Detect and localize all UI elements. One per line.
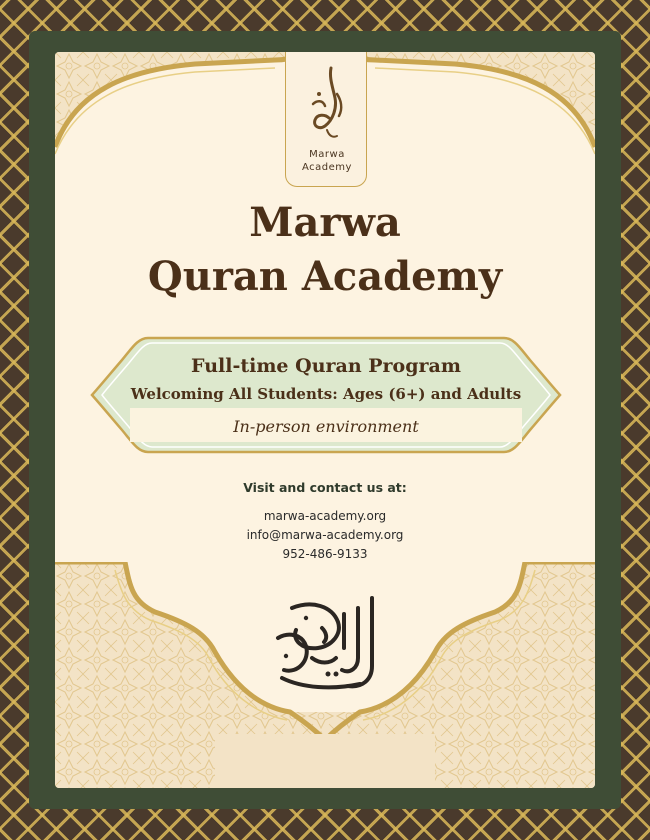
program-environment: In-person environment [233,417,419,436]
contact-heading: Visit and contact us at: [243,480,407,495]
title-line-1: Marwa [249,199,401,246]
phone-number[interactable]: 952-486-9133 [282,547,368,561]
website-link[interactable]: marwa-academy.org [263,509,387,523]
email-link[interactable]: info@marwa-academy.org [246,528,404,542]
page-title [55,196,595,304]
program-heading: Full-time Quran Program [191,355,461,377]
logo-line-2: Academy [302,162,352,173]
logo-line-1: Marwa [309,149,345,160]
arabic-calligraphy-logo-icon [303,64,351,142]
title-line-2: Quran Academy [147,253,503,300]
logo-text [286,148,368,174]
program-subheading: Welcoming All Students: Ages (6+) and Adults [130,385,522,403]
al-quran-al-karim-calligraphy-icon [262,588,388,696]
academy-logo [285,52,367,187]
